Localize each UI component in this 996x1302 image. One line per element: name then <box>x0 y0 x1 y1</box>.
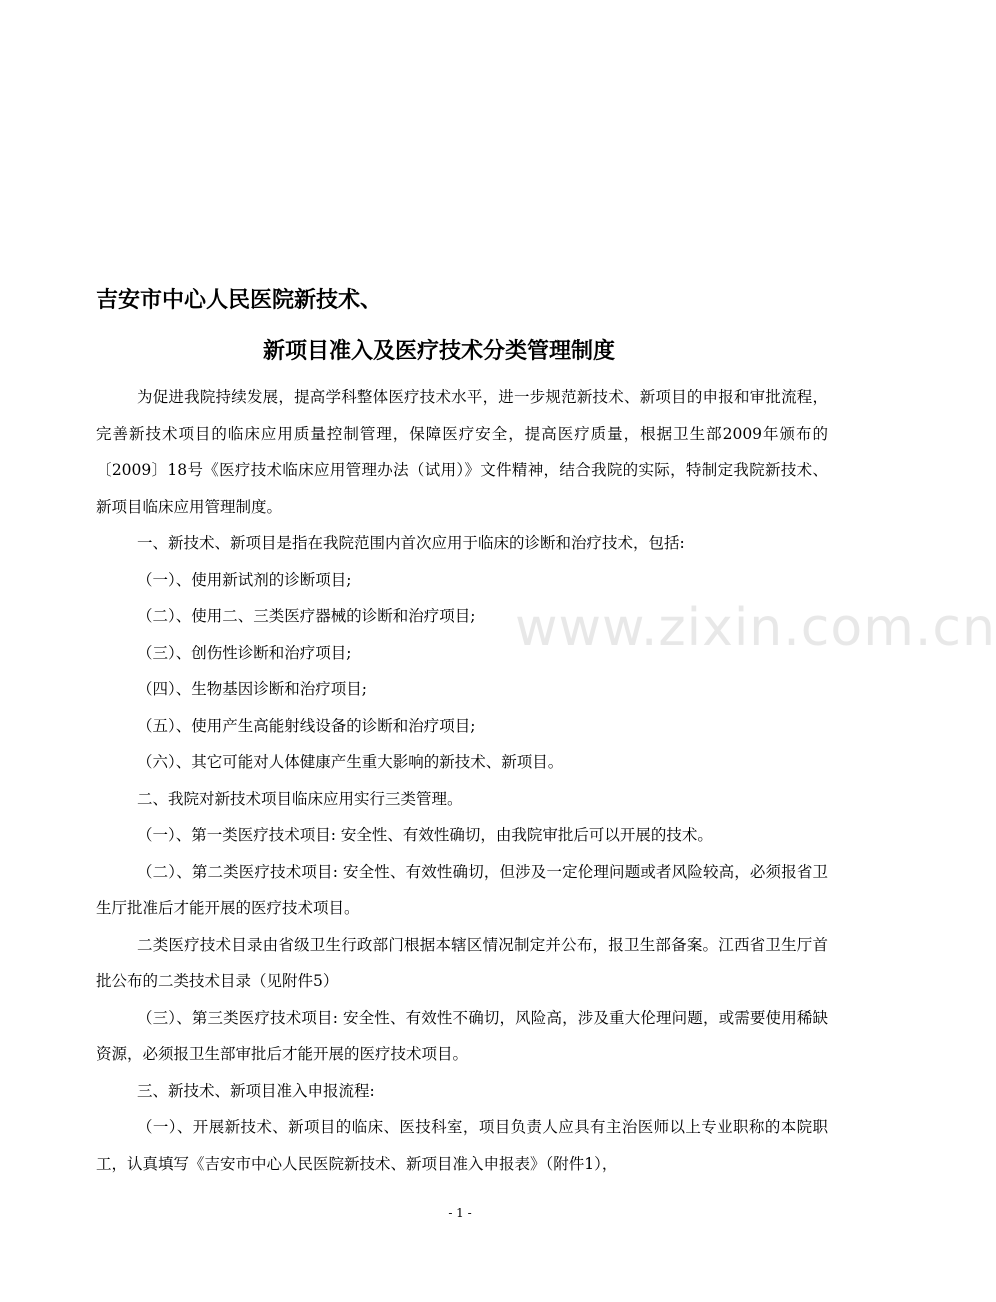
list-item: （五）、使用产生高能射线设备的诊断和治疗项目; <box>137 716 476 735</box>
paragraph-section-1: 一、新技术、新项目是指在我院范围内首次应用于临床的诊断和治疗技术，包括: <box>137 534 685 552</box>
list-item: （一）、使用新试剂的诊断项目; <box>137 570 352 589</box>
list-item: （六）、其它可能对人体健康产生重大影响的新技术、新项目。 <box>137 753 564 771</box>
list-item: （一）、第一类医疗技术项目: 安全性、有效性确切，由我院审批后可以开展的技术。 <box>137 826 713 844</box>
list-item: （四）、生物基因诊断和治疗项目; <box>137 680 367 698</box>
list-item: （三）、第三类医疗技术项目: 安全性、有效性不确切，风险高，涉及重大伦理问题，或需要使用稀缺资源，必须报卫生部审批后才能开展的医疗技术项目。 <box>96 1008 828 1063</box>
list-item: （二）、第二类医疗技术项目: 安全性、有效性确切，但涉及一定伦理问题或者风险较高，必须报省卫生厅批准后才能开展的医疗技术项目。 <box>96 862 828 917</box>
page-number: - 1 - <box>448 1206 472 1220</box>
document-title-line2: 新项目准入及医疗技术分类管理制度 <box>263 339 616 364</box>
list-item: （三）、创伤性诊断和治疗项目; <box>137 643 352 662</box>
paragraph-class2-note: 二类医疗技术目录由省级卫生行政部门根据本辖区情况制定并公布，报卫生部备案。江西省卫生厅首批公布的二类技术目录（见附件5） <box>96 935 828 990</box>
paragraph-intro: 为促进我院持续发展，提高学科整体医疗技术水平，进一步规范新技术、新项目的申报和审批流程，完善新技术项目的临床应用质量控制管理，保障医疗安全，提高医疗质量，根据卫生部2009年颁布的〔2009〕18号《医疗技术临床应用管理办法（试用）》文件精神，结合我院的实际，特制定我院新技术、新项目临床应用管理制度。 <box>96 388 828 516</box>
list-item: （二）、使用二、三类医疗器械的诊断和治疗项目; <box>137 607 476 625</box>
list-item: （一）、开展新技术、新项目的临床、医技科室，项目负责人应具有主治医师以上专业职称的本院职工，认真填写《吉安市中心人民医院新技术、新项目准入申报表》（附件1）， <box>96 1118 828 1173</box>
document-title-line1: 吉安市中心人民医院新技术、 <box>96 288 383 313</box>
paragraph-section-3: 三、新技术、新项目准入申报流程: <box>137 1081 375 1100</box>
watermark: www.zixin.com.cn <box>515 598 996 658</box>
document-body <box>96 379 828 1182</box>
paragraph-section-2: 二、我院对新技术项目临床应用实行三类管理。 <box>137 789 463 808</box>
